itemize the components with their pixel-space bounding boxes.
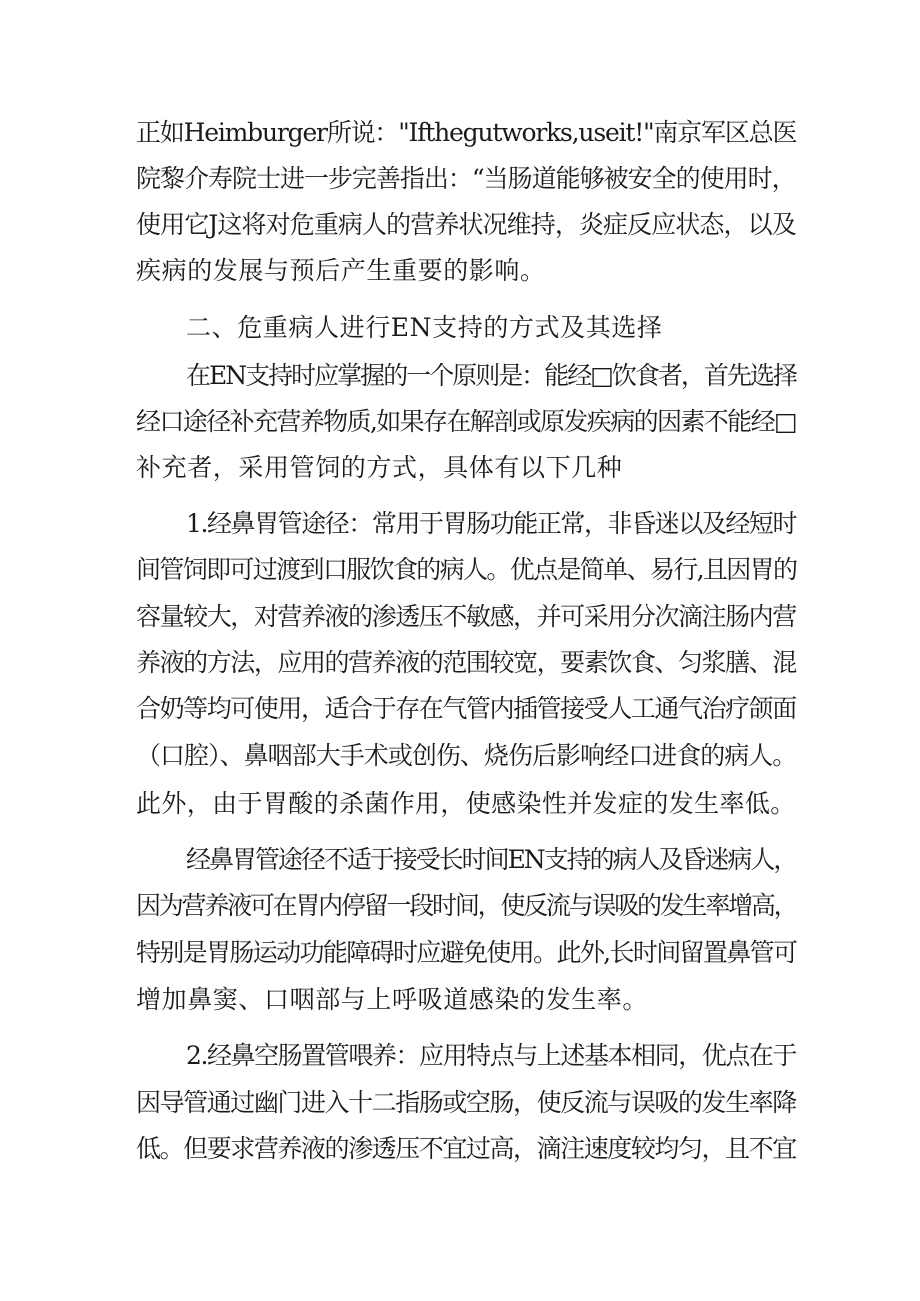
paragraph-line: 在EN支持时应掌握的一个原则是：能经□饮食者，首先选择 <box>186 361 796 390</box>
paragraph-line: 特别是胃肠运动功能障碍时应避免使用。此外,长时间留置鼻管可 <box>136 938 797 967</box>
paragraph-line: （口腔）、鼻咽部大手术或创伤、烧伤后影响经口进食的病人。 <box>136 741 797 770</box>
paragraph-line: 因导管通过幽门进入十二指肠或空肠，使反流与误吸的发生率降 <box>136 1088 796 1117</box>
paragraph-line: 正如Heimburger所说："Ifthegutworks,useit!"南京军区总医 <box>136 118 797 147</box>
paragraph-line: 低。但要求营养液的渗透压不宜过高，滴注速度较均匀，且不宜 <box>136 1134 796 1163</box>
paragraph-line: 补充者，采用管饲的方式，具体有以下几种 <box>136 453 623 482</box>
paragraph-line: 疾病的发展与预后产生重要的影响。 <box>136 256 546 285</box>
paragraph-line: 此外，由于胃酸的杀菌作用，使感染性并发症的发生率低。 <box>136 789 796 818</box>
paragraph-line: 院黎介寿院士进一步完善指出：“当肠道能够被安全的使用时， <box>136 164 796 193</box>
paragraph-line: 合奶等均可使用，适合于存在气管内插管接受人工通气治疗颌面 <box>136 694 796 723</box>
paragraph-line: 1.经鼻胃管途径：常用于胃肠功能正常，非昏迷以及经短时 <box>186 509 797 538</box>
paragraph-line: 养液的方法，应用的营养液的范围较宽，要素饮食、匀浆膳、混 <box>136 648 796 677</box>
paragraph-line: 使用它J这将对危重病人的营养状况维持，炎症反应状态，以及 <box>136 210 796 239</box>
paragraph-line: 间管饲即可过渡到口服饮食的病人。优点是简单、易行,且因胃的 <box>136 555 797 584</box>
paragraph-line: 经口途径补充营养物质,如果存在解剖或原发疾病的因素不能经□ <box>136 407 796 436</box>
paragraph-line: 2.经鼻空肠置管喂养：应用特点与上述基本相同，优点在于 <box>186 1041 797 1070</box>
paragraph-line: 因为营养液可在胃内停留一段时间，使反流与误吸的发生率增高， <box>136 891 797 920</box>
paragraph-line: 增加鼻窦、口咽部与上呼吸道感染的发生率。 <box>136 985 649 1014</box>
paragraph-line: 容量较大，对营养液的渗透压不敏感，并可采用分次滴注肠内营 <box>136 602 796 631</box>
section-heading: 二、危重病人进行EN支持的方式及其选择 <box>186 313 663 342</box>
paragraph-line: 经鼻胃管途径不适于接受长时间EN支持的病人及昏迷病人， <box>186 845 797 874</box>
